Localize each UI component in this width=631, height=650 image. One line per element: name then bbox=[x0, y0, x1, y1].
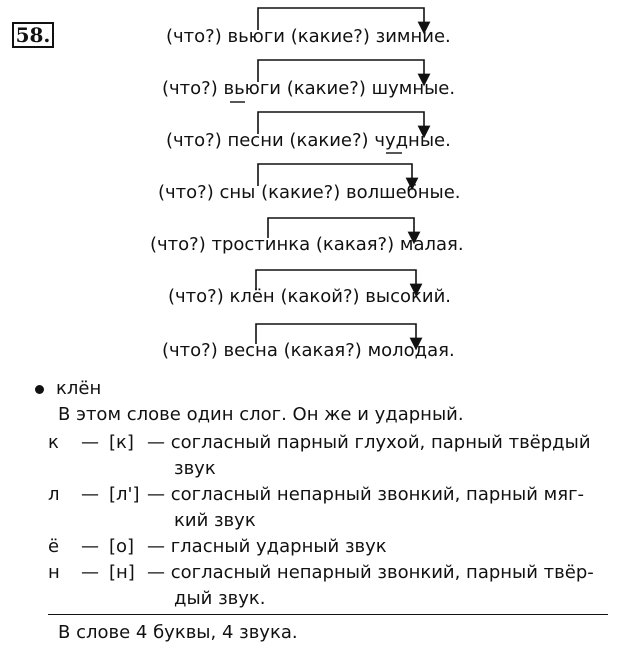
sound-description-cont: кий звук bbox=[174, 510, 256, 531]
question-adjective: (какая?) bbox=[315, 234, 395, 255]
question-adjective: (какие?) bbox=[286, 78, 366, 99]
phrase-line-5 bbox=[150, 234, 464, 256]
bullet-icon bbox=[35, 385, 44, 394]
sound-description: — гласный ударный звук bbox=[147, 536, 387, 557]
question-word: (что?) bbox=[166, 130, 222, 151]
phrase-line-3 bbox=[166, 130, 451, 152]
dash: — bbox=[81, 484, 99, 505]
summary-text: В слове 4 буквы, 4 звука. bbox=[58, 622, 298, 643]
phrase-line-1 bbox=[166, 26, 451, 48]
question-adjective: (какой?) bbox=[280, 286, 360, 307]
phoneme: [к] bbox=[109, 432, 134, 453]
adjective-word: волшебные. bbox=[345, 182, 461, 203]
sound-description: — согласный непарный звонкий, парный твёр- bbox=[147, 562, 594, 583]
adjective-word: высокий. bbox=[365, 286, 451, 307]
phoneme: [л'] bbox=[109, 484, 140, 505]
dash: — bbox=[81, 536, 99, 557]
question-adjective: (какие?) bbox=[261, 182, 341, 203]
letter: л bbox=[48, 484, 60, 505]
phoneme: [о] bbox=[109, 536, 135, 557]
phoneme: [н] bbox=[109, 562, 135, 583]
phrase-line-2 bbox=[162, 78, 455, 100]
noun-word: тростинка bbox=[211, 234, 311, 255]
phrase-line-7 bbox=[162, 340, 455, 362]
letter: ё bbox=[48, 536, 60, 557]
question-adjective: (какие?) bbox=[289, 130, 369, 151]
question-word: (что?) bbox=[166, 26, 222, 47]
question-word: (что?) bbox=[162, 78, 218, 99]
dash: — bbox=[81, 432, 99, 453]
adjective-word: молодая. bbox=[367, 340, 455, 361]
phrase-line-6 bbox=[168, 286, 451, 308]
dash: — bbox=[81, 562, 99, 583]
noun-word: вьюги bbox=[223, 78, 281, 99]
adjective-word: чудные. bbox=[374, 130, 451, 151]
sound-description-cont: дый звук. bbox=[174, 588, 266, 609]
adjective-word: зимние. bbox=[375, 26, 451, 47]
letter: к bbox=[48, 432, 59, 453]
question-word: (что?) bbox=[150, 234, 206, 255]
sound-description: — согласный парный глухой, парный твёрдый bbox=[147, 432, 591, 453]
noun-word: вьюги bbox=[227, 26, 285, 47]
adjective-word: малая. bbox=[399, 234, 464, 255]
exercise-number: 58. bbox=[12, 22, 54, 48]
sound-description: — согласный непарный звонкий, парный мяг- bbox=[147, 484, 585, 505]
noun-word: песни bbox=[227, 130, 284, 151]
letter: н bbox=[48, 562, 60, 583]
sound-description-cont: звук bbox=[174, 458, 216, 479]
adjective-word: шумные. bbox=[371, 78, 456, 99]
question-word: (что?) bbox=[158, 182, 214, 203]
noun-word: весна bbox=[223, 340, 278, 361]
question-word: (что?) bbox=[162, 340, 218, 361]
question-adjective: (какие?) bbox=[290, 26, 370, 47]
question-word: (что?) bbox=[168, 286, 224, 307]
phrase-line-4 bbox=[158, 182, 461, 204]
analysis-word: клён bbox=[56, 378, 102, 399]
noun-word: клён bbox=[229, 286, 275, 307]
syllable-note: В этом слове один слог. Он же и ударный. bbox=[58, 404, 464, 425]
question-adjective: (какая?) bbox=[283, 340, 362, 361]
noun-word: сны bbox=[219, 182, 256, 203]
divider bbox=[48, 614, 608, 615]
